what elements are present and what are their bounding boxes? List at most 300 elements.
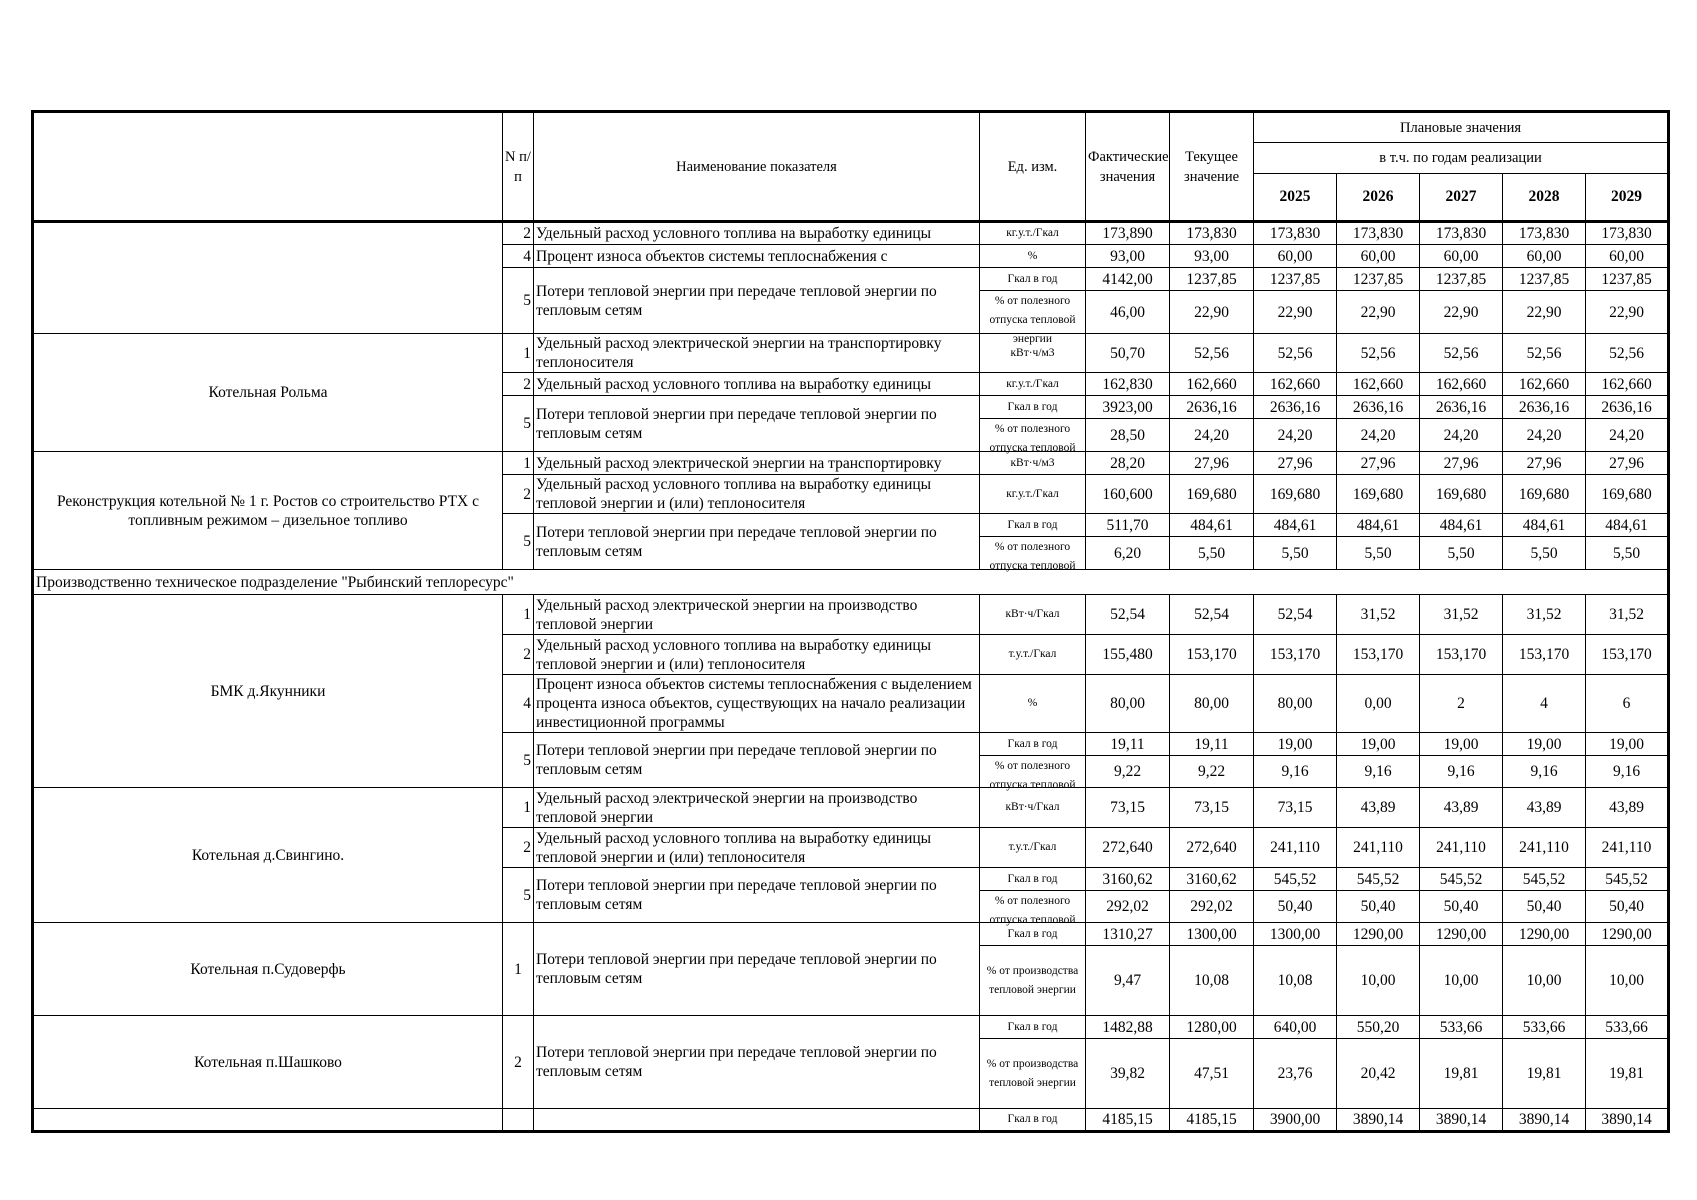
- current-value: 162,660: [1170, 373, 1254, 396]
- section-row: [33, 570, 1669, 595]
- planned-value: 3890,14: [1586, 1109, 1669, 1132]
- table-row: [33, 334, 1669, 373]
- object-name: [33, 222, 503, 334]
- planned-value: 4: [1503, 675, 1586, 733]
- planned-value: 52,56: [1254, 334, 1337, 373]
- planned-value: 2636,16: [1254, 396, 1337, 419]
- planned-value: 6: [1586, 675, 1669, 733]
- indicator-name: Потери тепловой энергии при передаче тепловой энергии по тепловым сетям: [534, 514, 980, 570]
- header-indicator-name: Наименование показателя: [534, 112, 980, 222]
- unit-label: кг.у.т./Гкал: [1006, 227, 1059, 239]
- current-value: 24,20: [1170, 419, 1254, 452]
- row-number: 1: [503, 452, 534, 475]
- planned-value: 1290,00: [1420, 923, 1503, 946]
- unit-label: Гкал в год: [1007, 1113, 1058, 1125]
- row-number: 5: [503, 733, 534, 788]
- planned-value: 2636,16: [1420, 396, 1503, 419]
- current-value: 1237,85: [1170, 268, 1254, 291]
- planned-value: 162,660: [1503, 373, 1586, 396]
- table-row: [33, 222, 1669, 245]
- header-year: 2027: [1420, 174, 1503, 222]
- unit-label: кВт·ч/м3: [1010, 456, 1055, 469]
- planned-value: 10,00: [1420, 946, 1503, 1016]
- planned-value: 241,110: [1420, 828, 1503, 868]
- unit-label: Гкал в год: [1007, 518, 1058, 531]
- planned-value: 2636,16: [1503, 396, 1586, 419]
- unit-cell: [980, 733, 1086, 756]
- unit-label: Гкал в год: [1007, 400, 1058, 413]
- planned-value: 24,20: [1420, 419, 1503, 452]
- indicator-name: Удельный расход электрической энергии на транспортировку: [534, 452, 980, 475]
- unit-cell: [980, 475, 1086, 514]
- planned-value: 9,16: [1586, 756, 1669, 788]
- current-value: 3160,62: [1170, 868, 1254, 891]
- indicator-name: Потери тепловой энергии при передаче тепловой энергии по тепловым сетям: [534, 268, 980, 334]
- indicator-name: Процент износа объектов системы теплоснабжения с выделением процента износа объектов, существующих на начало реализации инвестиционной программы: [534, 675, 980, 733]
- actual-value: 52,54: [1086, 595, 1170, 635]
- planned-value: 5,50: [1503, 537, 1586, 570]
- row-number: 5: [503, 868, 534, 923]
- planned-value: 52,54: [1254, 595, 1337, 635]
- planned-value: 80,00: [1254, 675, 1337, 733]
- table-row: [33, 452, 1669, 475]
- unit-label: т.у.т./Гкал: [1008, 841, 1057, 853]
- header-year: 2028: [1503, 174, 1586, 222]
- planned-value: 173,830: [1503, 222, 1586, 245]
- planned-value: 9,16: [1254, 756, 1337, 788]
- planned-value: 31,52: [1586, 595, 1669, 635]
- actual-value: 93,00: [1086, 245, 1170, 268]
- planned-value: 19,00: [1420, 733, 1503, 756]
- planned-value: 241,110: [1254, 828, 1337, 868]
- planned-value: 1237,85: [1337, 268, 1420, 291]
- planned-value: 52,56: [1337, 334, 1420, 373]
- planned-value: 1237,85: [1586, 268, 1669, 291]
- planned-value: 27,96: [1420, 452, 1503, 475]
- unit-label: % от полезного отпуска тепловой: [989, 422, 1076, 454]
- planned-value: 5,50: [1337, 537, 1420, 570]
- actual-value: 3160,62: [1086, 868, 1170, 891]
- current-value: 272,640: [1170, 828, 1254, 868]
- planned-value: 173,830: [1337, 222, 1420, 245]
- indicator-name: Удельный расход условного топлива на выработку единицы: [534, 222, 980, 245]
- planned-value: 533,66: [1503, 1016, 1586, 1039]
- planned-value: 10,00: [1503, 946, 1586, 1016]
- table-body: [33, 222, 1669, 1132]
- current-value: 5,50: [1170, 537, 1254, 570]
- unit-label: кВт·ч/Гкал: [1005, 801, 1060, 813]
- planned-value: 22,90: [1503, 291, 1586, 334]
- actual-value: 39,82: [1086, 1039, 1170, 1109]
- actual-value: 272,640: [1086, 828, 1170, 868]
- planned-value: 19,81: [1503, 1039, 1586, 1109]
- planned-value: 31,52: [1503, 595, 1586, 635]
- planned-value: 153,170: [1503, 635, 1586, 675]
- actual-value: 173,890: [1086, 222, 1170, 245]
- planned-value: 27,96: [1254, 452, 1337, 475]
- planned-value: 27,96: [1337, 452, 1420, 475]
- actual-value: 4142,00: [1086, 268, 1170, 291]
- unit-cell: [980, 514, 1086, 537]
- unit-cell: [980, 396, 1086, 419]
- unit-cell: [980, 245, 1086, 268]
- planned-value: 2: [1420, 675, 1503, 733]
- planned-value: 60,00: [1420, 245, 1503, 268]
- actual-value: 9,22: [1086, 756, 1170, 788]
- planned-value: 153,170: [1254, 635, 1337, 675]
- header-actual-values: Фактические значения: [1086, 112, 1170, 222]
- header-number: N п/п: [503, 112, 534, 222]
- planned-value: 10,08: [1254, 946, 1337, 1016]
- planned-value: 19,00: [1503, 733, 1586, 756]
- planned-value: 5,50: [1586, 537, 1669, 570]
- indicator-name: Потери тепловой энергии при передаче тепловой энергии по тепловым сетям: [534, 733, 980, 788]
- current-value: 47,51: [1170, 1039, 1254, 1109]
- planned-value: 52,56: [1586, 334, 1669, 373]
- planned-value: 162,660: [1586, 373, 1669, 396]
- planned-value: 3890,14: [1337, 1109, 1420, 1132]
- planned-value: 241,110: [1503, 828, 1586, 868]
- row-number: 4: [503, 245, 534, 268]
- actual-value: 155,480: [1086, 635, 1170, 675]
- indicator-name: [534, 1109, 980, 1132]
- section-title: Производственно техническое подразделение "Рыбинский теплоресурс": [33, 570, 1669, 595]
- planned-value: 22,90: [1586, 291, 1669, 334]
- unit-label: %: [1027, 697, 1038, 709]
- planned-value: 533,66: [1586, 1016, 1669, 1039]
- row-number: 2: [503, 828, 534, 868]
- planned-value: 73,15: [1254, 788, 1337, 828]
- row-number: 2: [503, 635, 534, 675]
- planned-value: 1237,85: [1420, 268, 1503, 291]
- current-value: 73,15: [1170, 788, 1254, 828]
- unit-cell: [980, 268, 1086, 291]
- planned-value: 5,50: [1420, 537, 1503, 570]
- planned-value: 50,40: [1586, 891, 1669, 923]
- indicator-name: Потери тепловой энергии при передаче тепловой энергии по тепловым сетям: [534, 396, 980, 452]
- planned-value: 169,680: [1503, 475, 1586, 514]
- current-value: 27,96: [1170, 452, 1254, 475]
- planned-value: 162,660: [1420, 373, 1503, 396]
- unit-cell: [980, 1109, 1086, 1132]
- planned-value: 22,90: [1337, 291, 1420, 334]
- unit-label: Гкал в год: [1007, 272, 1058, 285]
- unit-label: кг.у.т./Гкал: [1006, 377, 1059, 390]
- current-value: 1300,00: [1170, 923, 1254, 946]
- current-value: 52,56: [1170, 334, 1254, 373]
- planned-value: 484,61: [1337, 514, 1420, 537]
- planned-value: 24,20: [1503, 419, 1586, 452]
- unit-label: % от производства тепловой энергии: [986, 964, 1079, 996]
- actual-value: 80,00: [1086, 675, 1170, 733]
- header-unit: Ед. изм.: [980, 112, 1086, 222]
- header-year: 2025: [1254, 174, 1337, 222]
- current-value: 52,54: [1170, 595, 1254, 635]
- unit-label: Гкал в год: [1007, 737, 1058, 750]
- indicator-name: Удельный расход электрической энергии на производство тепловой энергии: [534, 595, 980, 635]
- current-value: 153,170: [1170, 635, 1254, 675]
- current-value: 2636,16: [1170, 396, 1254, 419]
- current-value: 9,22: [1170, 756, 1254, 788]
- current-value: 173,830: [1170, 222, 1254, 245]
- planned-value: 43,89: [1337, 788, 1420, 828]
- planned-value: 0,00: [1337, 675, 1420, 733]
- planned-value: 545,52: [1503, 868, 1586, 891]
- planned-value: 19,81: [1586, 1039, 1669, 1109]
- planned-value: 24,20: [1254, 419, 1337, 452]
- planned-value: 22,90: [1420, 291, 1503, 334]
- planned-value: 50,40: [1420, 891, 1503, 923]
- table-row: [33, 595, 1669, 635]
- planned-value: 484,61: [1254, 514, 1337, 537]
- planned-value: 153,170: [1337, 635, 1420, 675]
- indicator-name: Потери тепловой энергии при передаче тепловой энергии по тепловым сетям: [534, 923, 980, 1016]
- current-value: 1280,00: [1170, 1016, 1254, 1039]
- planned-value: 27,96: [1503, 452, 1586, 475]
- row-number: 2: [503, 373, 534, 396]
- unit-cell: [980, 1016, 1086, 1039]
- unit-cell: [980, 373, 1086, 396]
- header-year: 2026: [1337, 174, 1420, 222]
- planned-value: 484,61: [1420, 514, 1503, 537]
- planned-value: 9,16: [1337, 756, 1420, 788]
- unit-cell: [980, 595, 1086, 635]
- row-number: 1: [503, 788, 534, 828]
- unit-label: % от полезного отпуска тепловой: [989, 759, 1076, 791]
- current-value: 10,08: [1170, 946, 1254, 1016]
- planned-value: 10,00: [1337, 946, 1420, 1016]
- planned-value: 19,00: [1586, 733, 1669, 756]
- actual-value: 9,47: [1086, 946, 1170, 1016]
- planned-value: 19,00: [1337, 733, 1420, 756]
- unit-cell: [980, 868, 1086, 891]
- planned-value: 550,20: [1337, 1016, 1420, 1039]
- planned-value: 2636,16: [1337, 396, 1420, 419]
- indicator-name: Удельный расход электрической энергии на производство тепловой энергии: [534, 788, 980, 828]
- indicator-name: Удельный расход условного топлива на выработку единицы тепловой энергии и (или) теплоносителя: [534, 475, 980, 514]
- planned-value: 173,830: [1586, 222, 1669, 245]
- planned-value: 241,110: [1337, 828, 1420, 868]
- table-row: [33, 788, 1669, 828]
- table-row: [33, 1016, 1669, 1039]
- unit-cell: [980, 756, 1086, 791]
- planned-value: 173,830: [1254, 222, 1337, 245]
- unit-label: Гкал в год: [1007, 1020, 1058, 1033]
- indicators-table: [31, 110, 1670, 1133]
- unit-label: кВт·ч/м3: [1010, 346, 1055, 359]
- planned-value: 60,00: [1254, 245, 1337, 268]
- planned-value: 169,680: [1420, 475, 1503, 514]
- current-value: 169,680: [1170, 475, 1254, 514]
- header-planned-values: Плановые значения: [1254, 112, 1669, 143]
- planned-value: 24,20: [1586, 419, 1669, 452]
- actual-value: 4185,15: [1086, 1109, 1170, 1132]
- actual-value: 6,20: [1086, 537, 1170, 570]
- unit-cell: [980, 419, 1086, 452]
- current-value: 19,11: [1170, 733, 1254, 756]
- planned-value: 533,66: [1420, 1016, 1503, 1039]
- unit-cell: [980, 222, 1086, 245]
- row-number: 5: [503, 268, 534, 334]
- planned-value: 153,170: [1420, 635, 1503, 675]
- planned-value: 545,52: [1254, 868, 1337, 891]
- planned-value: 43,89: [1420, 788, 1503, 828]
- planned-value: 3900,00: [1254, 1109, 1337, 1132]
- unit-cell: [980, 635, 1086, 675]
- actual-value: 28,50: [1086, 419, 1170, 452]
- planned-value: 1300,00: [1254, 923, 1337, 946]
- table-row: [33, 1109, 1669, 1132]
- planned-value: 545,52: [1337, 868, 1420, 891]
- planned-value: 162,660: [1254, 373, 1337, 396]
- header-by-years: в т.ч. по годам реализации: [1254, 143, 1669, 174]
- table-row: [33, 923, 1669, 946]
- planned-value: 22,90: [1254, 291, 1337, 334]
- current-value: 484,61: [1170, 514, 1254, 537]
- row-number: [503, 1109, 534, 1132]
- current-value: 22,90: [1170, 291, 1254, 334]
- planned-value: 23,76: [1254, 1039, 1337, 1109]
- planned-value: 50,40: [1503, 891, 1586, 923]
- planned-value: 31,52: [1420, 595, 1503, 635]
- planned-value: 5,50: [1254, 537, 1337, 570]
- unit-label: кг.у.т./Гкал: [1006, 487, 1059, 500]
- current-value: 292,02: [1170, 891, 1254, 923]
- row-number: 5: [503, 396, 534, 452]
- header-object: [33, 112, 503, 222]
- planned-value: 1290,00: [1337, 923, 1420, 946]
- indicator-name: Потери тепловой энергии при передаче тепловой энергии по тепловым сетям: [534, 1016, 980, 1109]
- planned-value: 1237,85: [1254, 268, 1337, 291]
- planned-value: 173,830: [1420, 222, 1503, 245]
- planned-value: 60,00: [1586, 245, 1669, 268]
- planned-value: 52,56: [1503, 334, 1586, 373]
- actual-value: 73,15: [1086, 788, 1170, 828]
- row-number: 2: [503, 1016, 534, 1109]
- planned-value: 162,660: [1337, 373, 1420, 396]
- indicator-name: Удельный расход условного топлива на выработку единицы: [534, 373, 980, 396]
- current-value: 80,00: [1170, 675, 1254, 733]
- actual-value: 292,02: [1086, 891, 1170, 923]
- unit-label: Гкал в год: [1007, 927, 1058, 940]
- actual-value: 46,00: [1086, 291, 1170, 334]
- planned-value: 10,00: [1586, 946, 1669, 1016]
- unit-cell: [980, 675, 1086, 733]
- actual-value: 1482,88: [1086, 1016, 1170, 1039]
- row-number: 2: [503, 222, 534, 245]
- object-name: Котельная д.Свингино.: [33, 788, 503, 923]
- object-name: Котельная п.Шашково: [33, 1016, 503, 1109]
- actual-value: 511,70: [1086, 514, 1170, 537]
- planned-value: 9,16: [1420, 756, 1503, 788]
- planned-value: 169,680: [1337, 475, 1420, 514]
- object-name: Котельная п.Судоверфь: [33, 923, 503, 1016]
- header-year: 2029: [1586, 174, 1669, 222]
- indicator-name: Удельный расход условного топлива на выработку единицы тепловой энергии и (или) теплоносителя: [534, 635, 980, 675]
- row-number: 4: [503, 675, 534, 733]
- planned-value: 19,81: [1420, 1039, 1503, 1109]
- unit-cell: [980, 291, 1086, 345]
- planned-value: 1290,00: [1503, 923, 1586, 946]
- object-name: Котельная Рольма: [33, 334, 503, 452]
- row-number: 2: [503, 475, 534, 514]
- unit-label: % от полезного отпуска тепловой энергии: [989, 294, 1076, 345]
- row-number: 5: [503, 514, 534, 570]
- planned-value: 27,96: [1586, 452, 1669, 475]
- planned-value: 60,00: [1337, 245, 1420, 268]
- actual-value: 1310,27: [1086, 923, 1170, 946]
- planned-value: 19,00: [1254, 733, 1337, 756]
- planned-value: 169,680: [1586, 475, 1669, 514]
- row-number: 1: [503, 595, 534, 635]
- indicator-name: Удельный расход условного топлива на выработку единицы тепловой энергии и (или) теплоносителя: [534, 828, 980, 868]
- actual-value: 28,20: [1086, 452, 1170, 475]
- object-name: Реконструкция котельной № 1 г. Ростов со строительство РТХ с топливным режимом – дизельное топливо: [33, 452, 503, 570]
- indicator-name: Потери тепловой энергии при передаче тепловой энергии по тепловым сетям: [534, 868, 980, 923]
- planned-value: 9,16: [1503, 756, 1586, 788]
- unit-label: % от полезного отпуска тепловой: [989, 540, 1076, 572]
- planned-value: 545,52: [1586, 868, 1669, 891]
- current-value: 93,00: [1170, 245, 1254, 268]
- planned-value: 43,89: [1503, 788, 1586, 828]
- current-value: 4185,15: [1170, 1109, 1254, 1132]
- planned-value: 1290,00: [1586, 923, 1669, 946]
- planned-value: 50,40: [1254, 891, 1337, 923]
- actual-value: 160,600: [1086, 475, 1170, 514]
- planned-value: 50,40: [1337, 891, 1420, 923]
- planned-value: 52,56: [1420, 334, 1503, 373]
- row-number: 1: [503, 334, 534, 373]
- planned-value: 3890,14: [1503, 1109, 1586, 1132]
- planned-value: 153,170: [1586, 635, 1669, 675]
- unit-cell: [980, 828, 1086, 868]
- unit-label: % от производства тепловой энергии: [986, 1057, 1079, 1089]
- unit-label: % от полезного отпуска тепловой: [989, 894, 1076, 926]
- planned-value: 484,61: [1586, 514, 1669, 537]
- actual-value: 162,830: [1086, 373, 1170, 396]
- planned-value: 545,52: [1420, 868, 1503, 891]
- unit-label: т.у.т./Гкал: [1008, 648, 1057, 660]
- actual-value: 50,70: [1086, 334, 1170, 373]
- header-current-value: Текущее значение: [1170, 112, 1254, 222]
- planned-value: 31,52: [1337, 595, 1420, 635]
- indicator-name: Процент износа объектов системы теплоснабжения с: [534, 245, 980, 268]
- planned-value: 43,89: [1586, 788, 1669, 828]
- planned-value: 2636,16: [1586, 396, 1669, 419]
- unit-cell: [980, 946, 1086, 1016]
- unit-label: кВт·ч/Гкал: [1005, 608, 1060, 620]
- row-number: 1: [503, 923, 534, 1016]
- object-name: БМК д.Якунники: [33, 595, 503, 788]
- unit-label: %: [1027, 249, 1038, 262]
- planned-value: 484,61: [1503, 514, 1586, 537]
- planned-value: 640,00: [1254, 1016, 1337, 1039]
- actual-value: 19,11: [1086, 733, 1170, 756]
- planned-value: 3890,14: [1420, 1109, 1503, 1132]
- planned-value: 24,20: [1337, 419, 1420, 452]
- planned-value: 60,00: [1503, 245, 1586, 268]
- planned-value: 169,680: [1254, 475, 1337, 514]
- unit-cell: [980, 891, 1086, 926]
- indicator-name: Удельный расход электрической энергии на транспортировку теплоносителя: [534, 334, 980, 373]
- planned-value: 241,110: [1586, 828, 1669, 868]
- unit-label: Гкал в год: [1007, 872, 1058, 885]
- unit-cell: [980, 537, 1086, 570]
- actual-value: 3923,00: [1086, 396, 1170, 419]
- planned-value: 20,42: [1337, 1039, 1420, 1109]
- object-name: [33, 1109, 503, 1132]
- unit-cell: [980, 1039, 1086, 1109]
